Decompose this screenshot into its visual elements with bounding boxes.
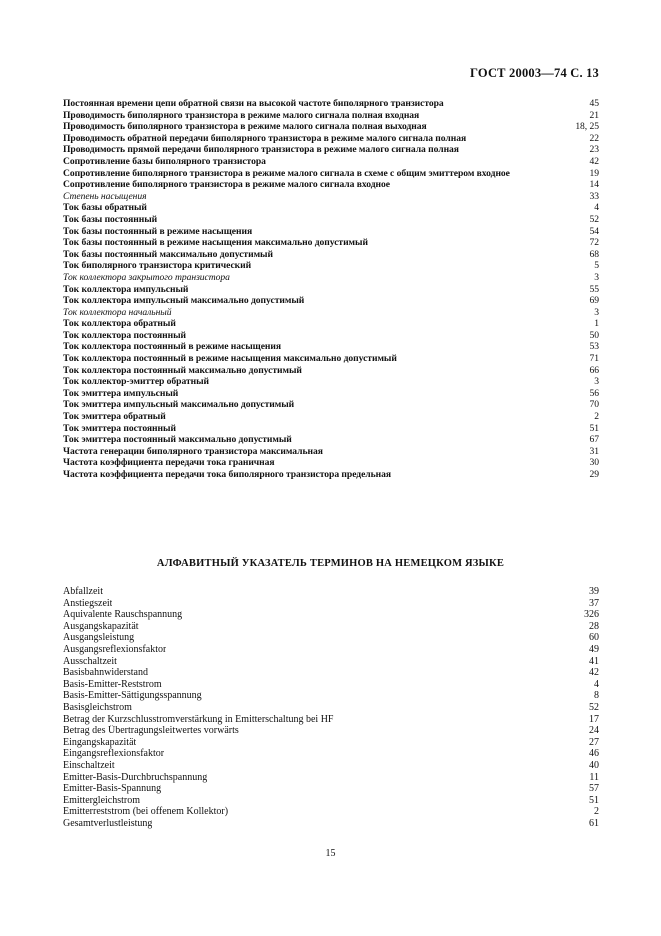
- index-reference-number: 4: [594, 678, 599, 690]
- index-entry: [63, 737, 599, 749]
- index-reference-number: 71: [589, 353, 599, 365]
- index-reference-number: 42: [589, 155, 599, 167]
- german-index-title: АЛФАВИТНЫЙ УКАЗАТЕЛЬ ТЕРМИНОВ НА НЕМЕЦКОМ ЯЗЫКЕ: [156, 558, 505, 569]
- index-reference-number: 19: [589, 167, 599, 179]
- index-entry: [63, 133, 599, 145]
- index-reference-number: 52: [589, 701, 599, 713]
- index-entry: [63, 760, 599, 772]
- index-entry: [63, 411, 599, 423]
- index-reference-number: 3: [594, 376, 599, 388]
- index-term: Ток коллектора импульсный максимально допустимый: [63, 295, 305, 307]
- index-entry: [63, 469, 599, 481]
- index-entry: [63, 621, 599, 633]
- index-entry: [63, 260, 599, 272]
- index-reference-number: 28: [589, 620, 599, 632]
- index-entry: [63, 341, 599, 353]
- index-term: Постоянная времени цепи обратной связи на высокой частоте биполярного транзистора: [63, 98, 444, 109]
- index-entry: [63, 806, 599, 818]
- index-reference-number: 40: [589, 759, 599, 771]
- index-entry: [63, 644, 599, 656]
- index-reference-number: 39: [589, 586, 599, 597]
- index-entry: [63, 446, 599, 458]
- index-term: Ток коллектора импульсный: [63, 283, 189, 295]
- index-entry: [63, 179, 599, 191]
- index-term: Anstiegszeit: [63, 597, 113, 609]
- index-entry: [63, 98, 599, 110]
- index-reference-number: 46: [589, 748, 599, 760]
- index-entry: [63, 191, 599, 203]
- index-entry: [63, 168, 599, 180]
- index-term: Ток биполярного транзистора критический: [63, 260, 252, 272]
- index-reference-number: 56: [589, 387, 599, 399]
- index-term: Ток базы постоянный в режиме насыщения максимально допустимый: [63, 237, 368, 249]
- index-term: Проводимость обратной передачи биполярного транзистора в режиме малого сигнала полная: [63, 132, 467, 144]
- index-entry: [63, 376, 599, 388]
- index-term: Ток базы постоянный: [63, 213, 158, 225]
- index-entry: [63, 284, 599, 296]
- page-header: ГОСТ 20003—74 С. 13: [470, 66, 599, 80]
- index-entry: [63, 330, 599, 342]
- index-term: Ток эмиттера импульсный: [63, 387, 179, 399]
- index-entry: [63, 772, 599, 784]
- index-term: Einschaltzeit: [63, 759, 115, 771]
- index-term: Частота генерации биполярного транзистора максимальная: [63, 445, 323, 457]
- index-entry: [63, 214, 599, 226]
- index-term: Степень насыщения: [63, 190, 147, 202]
- index-term: Abfallzeit: [63, 586, 103, 597]
- index-entry: [63, 679, 599, 691]
- index-entry: [63, 795, 599, 807]
- index-term: Сопротивление базы биполярного транзистора: [63, 155, 266, 167]
- index-entry: [63, 434, 599, 446]
- index-reference-number: 51: [589, 794, 599, 806]
- index-term: Ток эмиттера импульсный максимально допустимый: [63, 399, 295, 411]
- index-term: Ток эмиттера постоянный: [63, 422, 176, 434]
- index-reference-number: 21: [589, 109, 599, 121]
- index-entry: [63, 295, 599, 307]
- index-term: Ток коллектора постоянный в режиме насыщения: [63, 341, 281, 353]
- index-entry: [63, 586, 599, 598]
- index-reference-number: 2: [594, 411, 599, 423]
- index-term: Basisgleichstrom: [63, 701, 132, 713]
- index-reference-number: 52: [589, 213, 599, 225]
- index-entry: [63, 725, 599, 737]
- german-term-index: [63, 586, 599, 829]
- index-term: Ток базы обратный: [63, 202, 147, 214]
- index-term: Basis-Emitter-Sättigungsspannung: [63, 690, 202, 702]
- index-entry: [63, 598, 599, 610]
- index-reference-number: 37: [589, 597, 599, 609]
- index-term: Betrag des Übertragungsleitwertes vorwärts: [63, 725, 239, 737]
- russian-term-index: [63, 98, 599, 481]
- index-reference-number: 27: [589, 736, 599, 748]
- index-term: Проводимость биполярного транзистора в режиме малого сигнала полная входная: [63, 109, 420, 121]
- index-reference-number: 55: [589, 283, 599, 295]
- index-entry: [63, 121, 599, 133]
- index-entry: [63, 609, 599, 621]
- index-reference-number: 72: [589, 237, 599, 249]
- index-term: Сопротивление биполярного транзистора в режиме малого сигнала в схеме с общим эмиттером входное: [63, 167, 510, 179]
- index-reference-number: 22: [589, 132, 599, 144]
- index-reference-number: 66: [589, 364, 599, 376]
- index-reference-number: 45: [589, 98, 599, 109]
- index-entry: [63, 365, 599, 377]
- index-term: Частота коэффициента передачи тока биполярного транзистора предельная: [63, 469, 392, 480]
- index-term: Ausgangsreflexionsfaktor: [63, 643, 167, 655]
- index-reference-number: 42: [589, 667, 599, 679]
- index-term: Aquivalente Rauschspannung: [63, 609, 183, 621]
- index-entry: [63, 748, 599, 760]
- index-reference-number: 53: [589, 341, 599, 353]
- index-entry: [63, 783, 599, 795]
- index-reference-number: 1: [594, 318, 599, 330]
- index-term: Ток эмиттера обратный: [63, 411, 166, 423]
- index-term: Ток коллектора закрытого транзистора: [63, 271, 230, 283]
- index-entry: [63, 457, 599, 469]
- index-entry: [63, 156, 599, 168]
- index-reference-number: 68: [589, 248, 599, 260]
- index-term: Ток коллектора начальный: [63, 306, 172, 318]
- index-term: Ток коллектора постоянный в режиме насыщения максимально допустимый: [63, 353, 397, 365]
- index-entry: [63, 272, 599, 284]
- index-entry: [63, 702, 599, 714]
- index-entry: [63, 353, 599, 365]
- index-reference-number: 61: [589, 817, 599, 829]
- index-term: Ausgangskapazität: [63, 620, 139, 632]
- index-entry: [63, 318, 599, 330]
- index-entry: [63, 632, 599, 644]
- index-entry: [63, 307, 599, 319]
- index-term: Ток коллектора постоянный: [63, 329, 187, 341]
- index-term: Eingangsreflexionsfaktor: [63, 748, 165, 760]
- index-term: Basis-Emitter-Reststrom: [63, 678, 162, 690]
- index-term: Basisbahnwiderstand: [63, 667, 148, 679]
- index-term: Eingangskapazität: [63, 736, 137, 748]
- index-entry: [63, 226, 599, 238]
- index-reference-number: 31: [589, 445, 599, 457]
- index-entry: [63, 144, 599, 156]
- index-term: Ток коллектора постоянный максимально допустимый: [63, 364, 302, 376]
- index-entry: [63, 667, 599, 679]
- index-reference-number: 70: [589, 399, 599, 411]
- index-term: Ausschaltzeit: [63, 655, 117, 667]
- index-term: Emitter-Basis-Durchbruchspannung: [63, 771, 208, 783]
- index-term: Ток базы постоянный в режиме насыщения: [63, 225, 253, 237]
- index-term: Gesamtverlustleistung: [63, 817, 153, 829]
- index-entry: [63, 714, 599, 726]
- index-term: Emitter-Basis-Spannung: [63, 783, 162, 795]
- index-term: Ток коллектор-эмиттер обратный: [63, 376, 210, 388]
- index-reference-number: 17: [589, 713, 599, 725]
- index-reference-number: 49: [589, 643, 599, 655]
- index-entry: [63, 110, 599, 122]
- page-number: 15: [325, 848, 336, 859]
- index-reference-number: 41: [589, 655, 599, 667]
- index-term: Betrag der Kurzschlusstromverstärkung in Emitterschaltung bei HF: [63, 713, 334, 725]
- index-term: Частота коэффициента передачи тока граничная: [63, 457, 275, 469]
- index-reference-number: 3: [594, 271, 599, 283]
- index-entry: [63, 249, 599, 261]
- index-reference-number: 69: [589, 295, 599, 307]
- index-reference-number: 5: [594, 260, 599, 272]
- index-reference-number: 24: [589, 725, 599, 737]
- index-reference-number: 57: [589, 783, 599, 795]
- index-reference-number: 2: [594, 806, 599, 818]
- index-term: Ausgangsleistung: [63, 632, 135, 644]
- index-term: Проводимость биполярного транзистора в режиме малого сигнала полная выходная: [63, 121, 427, 133]
- index-term: Emittergleichstrom: [63, 794, 141, 806]
- index-reference-number: 54: [589, 225, 599, 237]
- index-term: Сопротивление биполярного транзистора в режиме малого сигнала входное: [63, 179, 390, 191]
- index-term: Ток эмиттера постоянный максимально допустимый: [63, 434, 292, 446]
- index-reference-number: 50: [589, 329, 599, 341]
- index-reference-number: 4: [594, 202, 599, 214]
- index-entry: [63, 237, 599, 249]
- index-term: Ток коллектора обратный: [63, 318, 176, 330]
- index-entry: [63, 656, 599, 668]
- index-term: Ток базы постоянный максимально допустимый: [63, 248, 273, 260]
- index-reference-number: 67: [589, 434, 599, 446]
- index-reference-number: 30: [589, 457, 599, 469]
- index-reference-number: 14: [589, 179, 599, 191]
- index-reference-number: 33: [589, 190, 599, 202]
- index-entry: [63, 399, 599, 411]
- index-reference-number: 3: [594, 306, 599, 318]
- index-reference-number: 29: [589, 469, 599, 480]
- index-reference-number: 51: [589, 422, 599, 434]
- index-entry: [63, 202, 599, 214]
- index-reference-number: 11: [589, 771, 599, 783]
- index-reference-number: 18, 25: [575, 121, 599, 133]
- index-entry: [63, 388, 599, 400]
- index-entry: [63, 818, 599, 830]
- index-entry: [63, 690, 599, 702]
- index-term: Проводимость прямой передачи биполярного транзистора в режиме малого сигнала полная: [63, 144, 459, 156]
- index-reference-number: 60: [589, 632, 599, 644]
- index-entry: [63, 423, 599, 435]
- index-reference-number: 326: [584, 609, 599, 621]
- index-reference-number: 23: [589, 144, 599, 156]
- index-term: Emitterreststrom (bei offenem Kollektor): [63, 806, 229, 818]
- index-reference-number: 8: [594, 690, 599, 702]
